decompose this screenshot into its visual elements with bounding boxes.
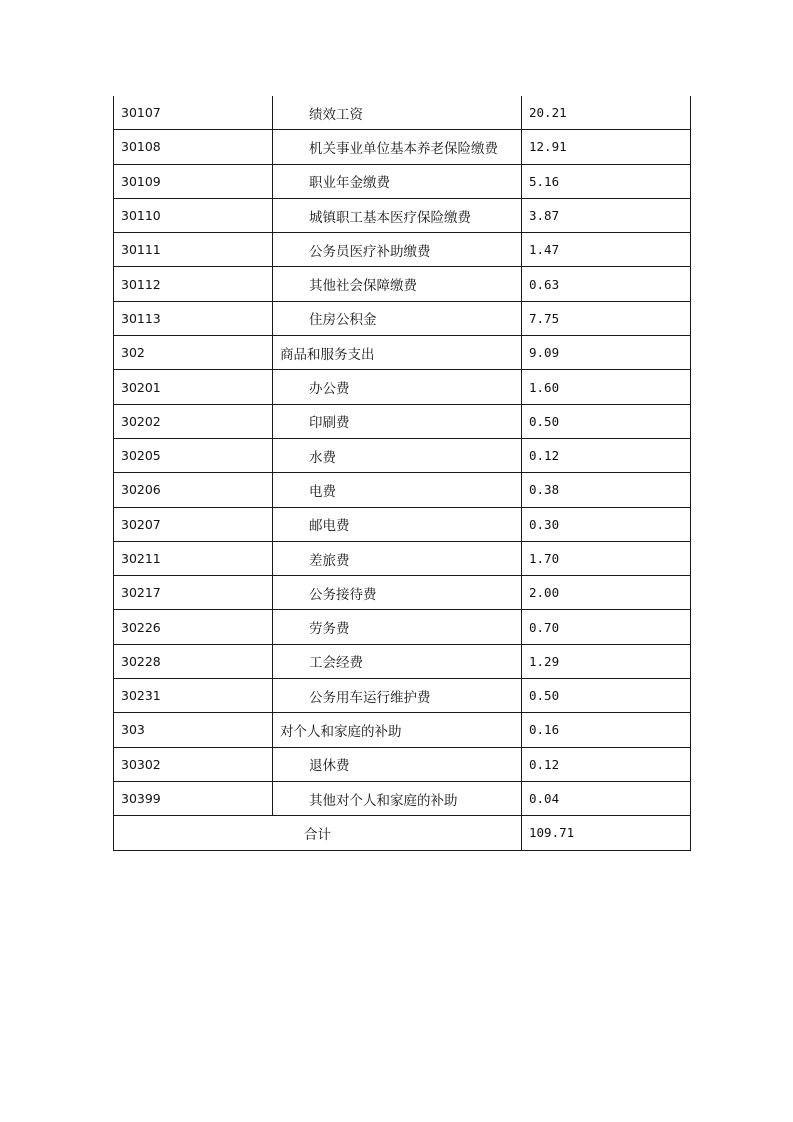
row-code: 30109: [114, 164, 273, 198]
table-row: [114, 404, 691, 438]
total-amount: 109.71: [522, 816, 691, 850]
table-row: [114, 576, 691, 610]
row-code: 30111: [114, 233, 273, 267]
row-code: 30228: [114, 644, 273, 678]
row-amount: 7.75: [522, 301, 691, 335]
row-name: 机关事业单位基本养老保险缴费: [273, 130, 522, 164]
row-code: 30110: [114, 198, 273, 232]
row-code: 303: [114, 713, 273, 747]
table-row: [114, 507, 691, 541]
row-name: 劳务费: [273, 610, 522, 644]
row-name: 水费: [273, 438, 522, 472]
row-amount: 0.50: [522, 404, 691, 438]
row-name: 邮电费: [273, 507, 522, 541]
row-amount: 0.70: [522, 610, 691, 644]
row-amount: 0.12: [522, 438, 691, 472]
row-name: 商品和服务支出: [273, 336, 522, 370]
row-amount: 0.12: [522, 747, 691, 781]
row-amount: 1.70: [522, 541, 691, 575]
table-row: [114, 610, 691, 644]
row-amount: 5.16: [522, 164, 691, 198]
row-amount: 2.00: [522, 576, 691, 610]
row-code: 30108: [114, 130, 273, 164]
table-row: [114, 233, 691, 267]
row-name: 对个人和家庭的补助: [273, 713, 522, 747]
row-amount: 9.09: [522, 336, 691, 370]
table-row: [114, 747, 691, 781]
row-amount: 1.60: [522, 370, 691, 404]
table-row: [114, 781, 691, 815]
table-row: [114, 198, 691, 232]
row-amount: 12.91: [522, 130, 691, 164]
table-row: [114, 438, 691, 472]
table-row-category: [114, 713, 691, 747]
row-name: 印刷费: [273, 404, 522, 438]
row-name: 绩效工资: [273, 96, 522, 130]
total-label: 合计: [114, 816, 522, 850]
row-code: 30202: [114, 404, 273, 438]
row-code: 30207: [114, 507, 273, 541]
row-code: 30226: [114, 610, 273, 644]
row-code: 30231: [114, 679, 273, 713]
row-amount: 0.63: [522, 267, 691, 301]
total-row: [114, 816, 691, 850]
row-code: 30217: [114, 576, 273, 610]
table-row: [114, 541, 691, 575]
budget-table-body: [114, 96, 691, 850]
row-amount: 0.30: [522, 507, 691, 541]
row-code: 30206: [114, 473, 273, 507]
row-name: 差旅费: [273, 541, 522, 575]
row-code: 30302: [114, 747, 273, 781]
table-row: [114, 370, 691, 404]
row-name: 办公费: [273, 370, 522, 404]
row-name: 住房公积金: [273, 301, 522, 335]
row-name: 城镇职工基本医疗保险缴费: [273, 198, 522, 232]
row-code: 30113: [114, 301, 273, 335]
table-row: [114, 96, 691, 130]
table-row: [114, 267, 691, 301]
row-amount: 0.16: [522, 713, 691, 747]
row-amount: 20.21: [522, 96, 691, 130]
row-code: 302: [114, 336, 273, 370]
row-code: 30211: [114, 541, 273, 575]
row-name: 电费: [273, 473, 522, 507]
row-code: 30399: [114, 781, 273, 815]
row-code: 30205: [114, 438, 273, 472]
row-name: 其他对个人和家庭的补助: [273, 781, 522, 815]
row-code: 30107: [114, 96, 273, 130]
row-name: 其他社会保障缴费: [273, 267, 522, 301]
table-row: [114, 473, 691, 507]
table-row: [114, 679, 691, 713]
row-name: 公务员医疗补助缴费: [273, 233, 522, 267]
row-name: 退休费: [273, 747, 522, 781]
table-row: [114, 301, 691, 335]
table-row-category: [114, 336, 691, 370]
table-row: [114, 130, 691, 164]
row-code: 30112: [114, 267, 273, 301]
row-amount: 3.87: [522, 198, 691, 232]
table-row: [114, 644, 691, 678]
row-code: 30201: [114, 370, 273, 404]
table-row: [114, 164, 691, 198]
row-amount: 1.29: [522, 644, 691, 678]
row-amount: 0.38: [522, 473, 691, 507]
row-amount: 0.04: [522, 781, 691, 815]
row-name: 公务用车运行维护费: [273, 679, 522, 713]
row-name: 公务接待费: [273, 576, 522, 610]
row-amount: 0.50: [522, 679, 691, 713]
budget-table: [113, 96, 691, 851]
row-name: 工会经费: [273, 644, 522, 678]
row-amount: 1.47: [522, 233, 691, 267]
row-name: 职业年金缴费: [273, 164, 522, 198]
